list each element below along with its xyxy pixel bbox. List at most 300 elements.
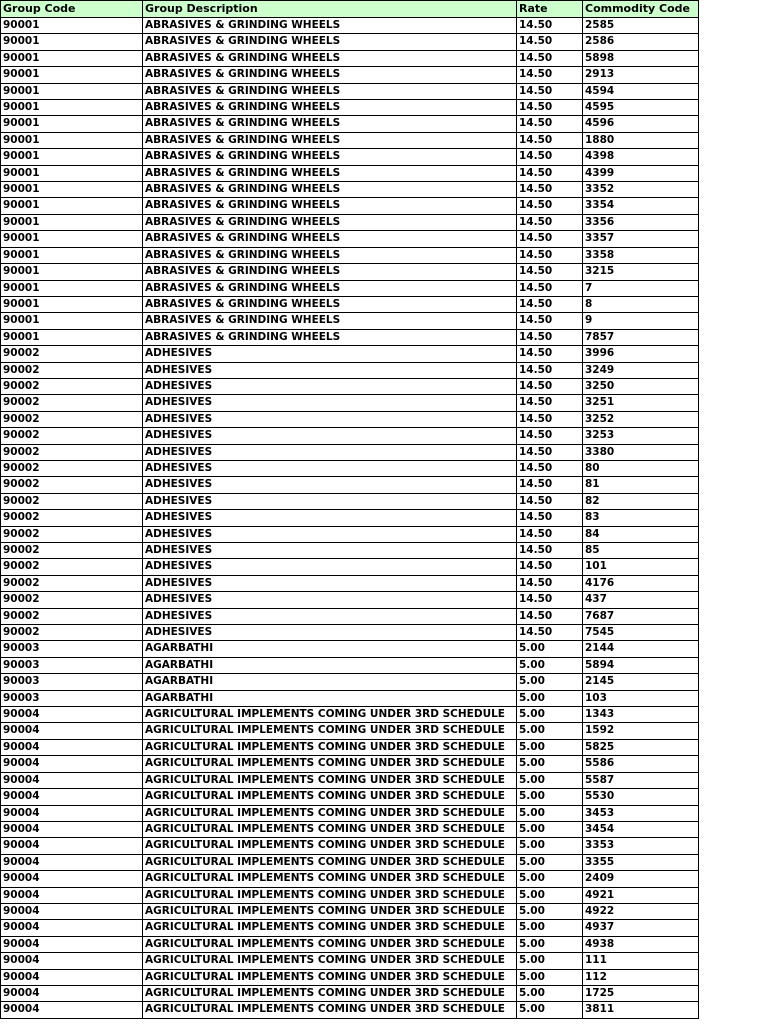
group-code-cell: 90002 bbox=[1, 559, 143, 575]
table-row bbox=[1, 182, 699, 198]
rate-cell: 14.50 bbox=[517, 493, 583, 509]
commodity-code-cell: 111 bbox=[583, 953, 699, 969]
commodity-code-cell: 4399 bbox=[583, 165, 699, 181]
commodity-code-cell: 85 bbox=[583, 543, 699, 559]
group-description-cell: AGRICULTURAL IMPLEMENTS COMING UNDER 3RD SCHEDULE bbox=[143, 821, 517, 837]
table-header bbox=[1, 1, 699, 18]
rate-cell: 14.50 bbox=[517, 198, 583, 214]
table-row bbox=[1, 264, 699, 280]
rate-cell: 5.00 bbox=[517, 674, 583, 690]
group-description-cell: ABRASIVES & GRINDING WHEELS bbox=[143, 100, 517, 116]
group-code-cell: 90003 bbox=[1, 690, 143, 706]
group-description-cell: ABRASIVES & GRINDING WHEELS bbox=[143, 149, 517, 165]
group-description-cell: ABRASIVES & GRINDING WHEELS bbox=[143, 247, 517, 263]
commodity-code-cell: 81 bbox=[583, 477, 699, 493]
group-code-cell: 90001 bbox=[1, 50, 143, 66]
rate-cell: 14.50 bbox=[517, 116, 583, 132]
table-row bbox=[1, 953, 699, 969]
commodity-code-cell: 4922 bbox=[583, 903, 699, 919]
table-row bbox=[1, 739, 699, 755]
rate-cell: 14.50 bbox=[517, 559, 583, 575]
table-row bbox=[1, 657, 699, 673]
group-code-cell: 90001 bbox=[1, 280, 143, 296]
table-row bbox=[1, 116, 699, 132]
commodity-code-cell: 1725 bbox=[583, 985, 699, 1001]
group-code-cell: 90002 bbox=[1, 477, 143, 493]
table-row bbox=[1, 395, 699, 411]
rate-cell: 5.00 bbox=[517, 723, 583, 739]
table-row bbox=[1, 903, 699, 919]
commodity-code-cell: 84 bbox=[583, 526, 699, 542]
table-row bbox=[1, 18, 699, 34]
commodity-code-cell: 3453 bbox=[583, 805, 699, 821]
group-description-cell: ABRASIVES & GRINDING WHEELS bbox=[143, 231, 517, 247]
group-code-cell: 90002 bbox=[1, 625, 143, 641]
rate-cell: 14.50 bbox=[517, 460, 583, 476]
rate-cell: 14.50 bbox=[517, 83, 583, 99]
commodity-code-cell: 4921 bbox=[583, 887, 699, 903]
group-description-cell: ADHESIVES bbox=[143, 526, 517, 542]
group-description-cell: ABRASIVES & GRINDING WHEELS bbox=[143, 214, 517, 230]
group-description-cell: AGARBATHI bbox=[143, 657, 517, 673]
group-code-cell: 90003 bbox=[1, 657, 143, 673]
commodity-code-cell: 5587 bbox=[583, 772, 699, 788]
rate-cell: 14.50 bbox=[517, 329, 583, 345]
group-code-cell: 90001 bbox=[1, 264, 143, 280]
group-description-cell: ABRASIVES & GRINDING WHEELS bbox=[143, 50, 517, 66]
rate-cell: 14.50 bbox=[517, 34, 583, 50]
table-row bbox=[1, 756, 699, 772]
rate-cell: 5.00 bbox=[517, 756, 583, 772]
commodity-code-cell: 2145 bbox=[583, 674, 699, 690]
commodity-code-cell: 8 bbox=[583, 296, 699, 312]
group-description-cell: AGRICULTURAL IMPLEMENTS COMING UNDER 3RD SCHEDULE bbox=[143, 903, 517, 919]
commodity-code-cell: 3253 bbox=[583, 428, 699, 444]
rate-cell: 14.50 bbox=[517, 346, 583, 362]
table-row bbox=[1, 559, 699, 575]
rate-cell: 5.00 bbox=[517, 936, 583, 952]
group-description-cell: AGRICULTURAL IMPLEMENTS COMING UNDER 3RD SCHEDULE bbox=[143, 920, 517, 936]
rate-cell: 14.50 bbox=[517, 608, 583, 624]
table-row bbox=[1, 985, 699, 1001]
table-row bbox=[1, 838, 699, 854]
table-row bbox=[1, 428, 699, 444]
table-row bbox=[1, 34, 699, 50]
group-description-cell: AGRICULTURAL IMPLEMENTS COMING UNDER 3RD SCHEDULE bbox=[143, 1002, 517, 1018]
group-code-cell: 90002 bbox=[1, 608, 143, 624]
rate-cell: 14.50 bbox=[517, 592, 583, 608]
table-row bbox=[1, 247, 699, 263]
group-code-cell: 90001 bbox=[1, 100, 143, 116]
table-row bbox=[1, 346, 699, 362]
rate-cell: 5.00 bbox=[517, 690, 583, 706]
rate-cell: 5.00 bbox=[517, 969, 583, 985]
header-commodity-code: Commodity Code bbox=[583, 1, 699, 18]
group-description-cell: ABRASIVES & GRINDING WHEELS bbox=[143, 313, 517, 329]
commodity-code-cell: 3353 bbox=[583, 838, 699, 854]
table-row bbox=[1, 592, 699, 608]
group-description-cell: ABRASIVES & GRINDING WHEELS bbox=[143, 67, 517, 83]
commodity-code-cell: 3354 bbox=[583, 198, 699, 214]
group-description-cell: ABRASIVES & GRINDING WHEELS bbox=[143, 132, 517, 148]
header-group-code: Group Code bbox=[1, 1, 143, 18]
table-row bbox=[1, 510, 699, 526]
group-code-cell: 90001 bbox=[1, 116, 143, 132]
group-description-cell: ABRASIVES & GRINDING WHEELS bbox=[143, 34, 517, 50]
group-code-cell: 90001 bbox=[1, 165, 143, 181]
group-description-cell: ADHESIVES bbox=[143, 411, 517, 427]
commodity-code-cell: 5894 bbox=[583, 657, 699, 673]
group-description-cell: ABRASIVES & GRINDING WHEELS bbox=[143, 329, 517, 345]
commodity-code-cell: 5898 bbox=[583, 50, 699, 66]
rate-cell: 14.50 bbox=[517, 165, 583, 181]
commodity-code-cell: 3355 bbox=[583, 854, 699, 870]
group-code-cell: 90004 bbox=[1, 854, 143, 870]
table-row bbox=[1, 821, 699, 837]
group-code-cell: 90004 bbox=[1, 936, 143, 952]
group-description-cell: AGRICULTURAL IMPLEMENTS COMING UNDER 3RD SCHEDULE bbox=[143, 953, 517, 969]
rate-cell: 14.50 bbox=[517, 280, 583, 296]
group-code-cell: 90004 bbox=[1, 789, 143, 805]
table-row bbox=[1, 969, 699, 985]
rate-cell: 14.50 bbox=[517, 182, 583, 198]
commodity-code-cell: 103 bbox=[583, 690, 699, 706]
table-row bbox=[1, 329, 699, 345]
rate-cell: 14.50 bbox=[517, 18, 583, 34]
rate-cell: 14.50 bbox=[517, 264, 583, 280]
commodity-code-cell: 2409 bbox=[583, 871, 699, 887]
group-description-cell: AGRICULTURAL IMPLEMENTS COMING UNDER 3RD SCHEDULE bbox=[143, 772, 517, 788]
group-description-cell: ADHESIVES bbox=[143, 592, 517, 608]
table-row bbox=[1, 1002, 699, 1018]
group-description-cell: ADHESIVES bbox=[143, 346, 517, 362]
rate-cell: 5.00 bbox=[517, 854, 583, 870]
table-row bbox=[1, 132, 699, 148]
header-rate: Rate bbox=[517, 1, 583, 18]
group-description-cell: AGRICULTURAL IMPLEMENTS COMING UNDER 3RD SCHEDULE bbox=[143, 969, 517, 985]
group-code-cell: 90002 bbox=[1, 526, 143, 542]
rate-cell: 14.50 bbox=[517, 428, 583, 444]
table-row bbox=[1, 936, 699, 952]
group-description-cell: ADHESIVES bbox=[143, 428, 517, 444]
table-row bbox=[1, 100, 699, 116]
rate-cell: 14.50 bbox=[517, 231, 583, 247]
commodity-code-cell: 3454 bbox=[583, 821, 699, 837]
group-code-cell: 90004 bbox=[1, 707, 143, 723]
group-description-cell: ADHESIVES bbox=[143, 395, 517, 411]
group-code-cell: 90002 bbox=[1, 362, 143, 378]
rate-cell: 14.50 bbox=[517, 247, 583, 263]
rate-cell: 14.50 bbox=[517, 526, 583, 542]
rate-cell: 14.50 bbox=[517, 214, 583, 230]
group-description-cell: ABRASIVES & GRINDING WHEELS bbox=[143, 18, 517, 34]
rate-cell: 5.00 bbox=[517, 789, 583, 805]
group-code-cell: 90001 bbox=[1, 329, 143, 345]
group-code-cell: 90002 bbox=[1, 378, 143, 394]
group-description-cell: AGARBATHI bbox=[143, 674, 517, 690]
rate-cell: 5.00 bbox=[517, 821, 583, 837]
group-description-cell: AGRICULTURAL IMPLEMENTS COMING UNDER 3RD SCHEDULE bbox=[143, 854, 517, 870]
table-row bbox=[1, 920, 699, 936]
table-row bbox=[1, 772, 699, 788]
group-description-cell: ADHESIVES bbox=[143, 575, 517, 591]
table-row bbox=[1, 789, 699, 805]
rate-cell: 5.00 bbox=[517, 805, 583, 821]
commodity-code-cell: 112 bbox=[583, 969, 699, 985]
commodity-code-cell: 4594 bbox=[583, 83, 699, 99]
group-description-cell: AGRICULTURAL IMPLEMENTS COMING UNDER 3RD SCHEDULE bbox=[143, 756, 517, 772]
group-code-cell: 90001 bbox=[1, 18, 143, 34]
group-code-cell: 90004 bbox=[1, 1002, 143, 1018]
commodity-code-cell: 3249 bbox=[583, 362, 699, 378]
commodity-code-cell: 3215 bbox=[583, 264, 699, 280]
group-code-cell: 90002 bbox=[1, 493, 143, 509]
rate-cell: 14.50 bbox=[517, 575, 583, 591]
commodity-code-cell: 5586 bbox=[583, 756, 699, 772]
commodity-code-cell: 9 bbox=[583, 313, 699, 329]
rate-cell: 14.50 bbox=[517, 50, 583, 66]
group-description-cell: AGRICULTURAL IMPLEMENTS COMING UNDER 3RD SCHEDULE bbox=[143, 985, 517, 1001]
table-row bbox=[1, 83, 699, 99]
rate-cell: 5.00 bbox=[517, 887, 583, 903]
commodity-code-cell: 1592 bbox=[583, 723, 699, 739]
group-description-cell: AGARBATHI bbox=[143, 641, 517, 657]
group-code-cell: 90002 bbox=[1, 395, 143, 411]
group-description-cell: ADHESIVES bbox=[143, 625, 517, 641]
commodity-code-cell: 4595 bbox=[583, 100, 699, 116]
commodity-code-cell: 83 bbox=[583, 510, 699, 526]
group-code-cell: 90003 bbox=[1, 674, 143, 690]
group-code-cell: 90004 bbox=[1, 985, 143, 1001]
table-row bbox=[1, 575, 699, 591]
table-body bbox=[1, 18, 699, 1019]
group-code-cell: 90001 bbox=[1, 34, 143, 50]
commodity-code-cell: 7 bbox=[583, 280, 699, 296]
group-code-cell: 90004 bbox=[1, 838, 143, 854]
group-description-cell: AGRICULTURAL IMPLEMENTS COMING UNDER 3RD SCHEDULE bbox=[143, 739, 517, 755]
group-description-cell: ABRASIVES & GRINDING WHEELS bbox=[143, 116, 517, 132]
rate-cell: 5.00 bbox=[517, 903, 583, 919]
table-row bbox=[1, 296, 699, 312]
table-row bbox=[1, 67, 699, 83]
rate-cell: 14.50 bbox=[517, 132, 583, 148]
commodity-code-cell: 4176 bbox=[583, 575, 699, 591]
group-description-cell: AGRICULTURAL IMPLEMENTS COMING UNDER 3RD SCHEDULE bbox=[143, 887, 517, 903]
table-row bbox=[1, 411, 699, 427]
group-code-cell: 90002 bbox=[1, 543, 143, 559]
header-row bbox=[1, 1, 699, 18]
commodity-code-cell: 3356 bbox=[583, 214, 699, 230]
group-code-cell: 90004 bbox=[1, 871, 143, 887]
group-description-cell: AGRICULTURAL IMPLEMENTS COMING UNDER 3RD SCHEDULE bbox=[143, 936, 517, 952]
rate-cell: 14.50 bbox=[517, 543, 583, 559]
group-code-cell: 90004 bbox=[1, 903, 143, 919]
rate-cell: 5.00 bbox=[517, 1002, 583, 1018]
commodity-code-cell: 4398 bbox=[583, 149, 699, 165]
rate-cell: 5.00 bbox=[517, 772, 583, 788]
group-code-cell: 90001 bbox=[1, 67, 143, 83]
table-row bbox=[1, 690, 699, 706]
rate-cell: 14.50 bbox=[517, 362, 583, 378]
rate-cell: 5.00 bbox=[517, 707, 583, 723]
group-code-cell: 90001 bbox=[1, 247, 143, 263]
table-row bbox=[1, 477, 699, 493]
rate-cell: 14.50 bbox=[517, 444, 583, 460]
group-description-cell: ADHESIVES bbox=[143, 444, 517, 460]
group-code-cell: 90001 bbox=[1, 198, 143, 214]
commodity-code-cell: 80 bbox=[583, 460, 699, 476]
group-description-cell: AGRICULTURAL IMPLEMENTS COMING UNDER 3RD SCHEDULE bbox=[143, 838, 517, 854]
rate-cell: 14.50 bbox=[517, 149, 583, 165]
table-row bbox=[1, 641, 699, 657]
commodity-code-cell: 5530 bbox=[583, 789, 699, 805]
group-code-cell: 90002 bbox=[1, 575, 143, 591]
table-row bbox=[1, 707, 699, 723]
commodity-code-cell: 4938 bbox=[583, 936, 699, 952]
commodity-code-cell: 2586 bbox=[583, 34, 699, 50]
table-row bbox=[1, 625, 699, 641]
commodity-code-cell: 437 bbox=[583, 592, 699, 608]
group-code-cell: 90004 bbox=[1, 805, 143, 821]
table-row bbox=[1, 378, 699, 394]
rate-cell: 14.50 bbox=[517, 411, 583, 427]
commodity-code-cell: 3352 bbox=[583, 182, 699, 198]
group-description-cell: ADHESIVES bbox=[143, 543, 517, 559]
commodity-code-cell: 101 bbox=[583, 559, 699, 575]
commodity-code-cell: 2585 bbox=[583, 18, 699, 34]
rate-cell: 14.50 bbox=[517, 510, 583, 526]
commodity-code-cell: 3252 bbox=[583, 411, 699, 427]
commodity-code-cell: 3358 bbox=[583, 247, 699, 263]
group-description-cell: AGARBATHI bbox=[143, 690, 517, 706]
table-row bbox=[1, 543, 699, 559]
group-code-cell: 90001 bbox=[1, 149, 143, 165]
rate-cell: 5.00 bbox=[517, 985, 583, 1001]
table-row bbox=[1, 493, 699, 509]
table-row bbox=[1, 165, 699, 181]
commodity-code-cell: 2913 bbox=[583, 67, 699, 83]
table-row bbox=[1, 608, 699, 624]
rate-cell: 14.50 bbox=[517, 67, 583, 83]
group-code-cell: 90002 bbox=[1, 460, 143, 476]
table-row bbox=[1, 460, 699, 476]
commodity-code-cell: 4937 bbox=[583, 920, 699, 936]
commodity-code-cell: 1343 bbox=[583, 707, 699, 723]
group-description-cell: ABRASIVES & GRINDING WHEELS bbox=[143, 264, 517, 280]
table-row bbox=[1, 280, 699, 296]
group-code-cell: 90004 bbox=[1, 723, 143, 739]
group-description-cell: ADHESIVES bbox=[143, 559, 517, 575]
group-code-cell: 90001 bbox=[1, 83, 143, 99]
group-code-cell: 90001 bbox=[1, 132, 143, 148]
group-description-cell: ADHESIVES bbox=[143, 378, 517, 394]
group-description-cell: ABRASIVES & GRINDING WHEELS bbox=[143, 296, 517, 312]
table-row bbox=[1, 313, 699, 329]
commodity-code-cell: 7857 bbox=[583, 329, 699, 345]
group-code-cell: 90004 bbox=[1, 920, 143, 936]
rate-cell: 14.50 bbox=[517, 625, 583, 641]
table-row bbox=[1, 526, 699, 542]
table-row bbox=[1, 887, 699, 903]
group-description-cell: AGRICULTURAL IMPLEMENTS COMING UNDER 3RD SCHEDULE bbox=[143, 871, 517, 887]
group-description-cell: ABRASIVES & GRINDING WHEELS bbox=[143, 198, 517, 214]
rate-cell: 14.50 bbox=[517, 313, 583, 329]
rate-cell: 14.50 bbox=[517, 395, 583, 411]
group-code-cell: 90001 bbox=[1, 231, 143, 247]
group-code-cell: 90004 bbox=[1, 756, 143, 772]
group-code-cell: 90002 bbox=[1, 428, 143, 444]
table-row bbox=[1, 444, 699, 460]
commodity-code-cell: 3996 bbox=[583, 346, 699, 362]
group-code-cell: 90002 bbox=[1, 510, 143, 526]
group-description-cell: ADHESIVES bbox=[143, 460, 517, 476]
commodity-code-cell: 3380 bbox=[583, 444, 699, 460]
rate-cell: 14.50 bbox=[517, 477, 583, 493]
group-description-cell: ABRASIVES & GRINDING WHEELS bbox=[143, 182, 517, 198]
group-description-cell: AGRICULTURAL IMPLEMENTS COMING UNDER 3RD SCHEDULE bbox=[143, 805, 517, 821]
table-row bbox=[1, 362, 699, 378]
commodity-code-cell: 7687 bbox=[583, 608, 699, 624]
table-row bbox=[1, 231, 699, 247]
group-code-cell: 90001 bbox=[1, 313, 143, 329]
group-code-cell: 90004 bbox=[1, 772, 143, 788]
table-row bbox=[1, 214, 699, 230]
rate-cell: 5.00 bbox=[517, 838, 583, 854]
rate-cell: 5.00 bbox=[517, 920, 583, 936]
group-description-cell: ABRASIVES & GRINDING WHEELS bbox=[143, 280, 517, 296]
group-code-cell: 90004 bbox=[1, 887, 143, 903]
rate-cell: 5.00 bbox=[517, 657, 583, 673]
table-row bbox=[1, 805, 699, 821]
rate-cell: 14.50 bbox=[517, 100, 583, 116]
group-description-cell: ABRASIVES & GRINDING WHEELS bbox=[143, 83, 517, 99]
commodity-code-cell: 3811 bbox=[583, 1002, 699, 1018]
table-row bbox=[1, 149, 699, 165]
group-code-cell: 90004 bbox=[1, 821, 143, 837]
group-description-cell: ADHESIVES bbox=[143, 493, 517, 509]
table-row bbox=[1, 854, 699, 870]
group-description-cell: ADHESIVES bbox=[143, 477, 517, 493]
group-code-cell: 90004 bbox=[1, 739, 143, 755]
group-code-cell: 90001 bbox=[1, 214, 143, 230]
table-row bbox=[1, 674, 699, 690]
table-row bbox=[1, 50, 699, 66]
group-code-cell: 90004 bbox=[1, 969, 143, 985]
commodity-code-cell: 82 bbox=[583, 493, 699, 509]
rate-cell: 14.50 bbox=[517, 378, 583, 394]
commodity-code-cell: 3357 bbox=[583, 231, 699, 247]
group-description-cell: ADHESIVES bbox=[143, 362, 517, 378]
group-description-cell: AGRICULTURAL IMPLEMENTS COMING UNDER 3RD SCHEDULE bbox=[143, 723, 517, 739]
group-code-cell: 90004 bbox=[1, 953, 143, 969]
group-code-cell: 90002 bbox=[1, 411, 143, 427]
group-description-cell: ADHESIVES bbox=[143, 608, 517, 624]
group-code-cell: 90002 bbox=[1, 346, 143, 362]
commodity-code-cell: 3250 bbox=[583, 378, 699, 394]
group-code-cell: 90002 bbox=[1, 592, 143, 608]
commodity-code-cell: 4596 bbox=[583, 116, 699, 132]
group-code-cell: 90001 bbox=[1, 296, 143, 312]
rate-cell: 5.00 bbox=[517, 871, 583, 887]
group-description-cell: ADHESIVES bbox=[143, 510, 517, 526]
group-description-cell: ABRASIVES & GRINDING WHEELS bbox=[143, 165, 517, 181]
commodity-code-cell: 7545 bbox=[583, 625, 699, 641]
group-code-cell: 90001 bbox=[1, 182, 143, 198]
rate-cell: 5.00 bbox=[517, 739, 583, 755]
group-description-cell: AGRICULTURAL IMPLEMENTS COMING UNDER 3RD SCHEDULE bbox=[143, 789, 517, 805]
group-description-cell: AGRICULTURAL IMPLEMENTS COMING UNDER 3RD SCHEDULE bbox=[143, 707, 517, 723]
group-code-cell: 90003 bbox=[1, 641, 143, 657]
